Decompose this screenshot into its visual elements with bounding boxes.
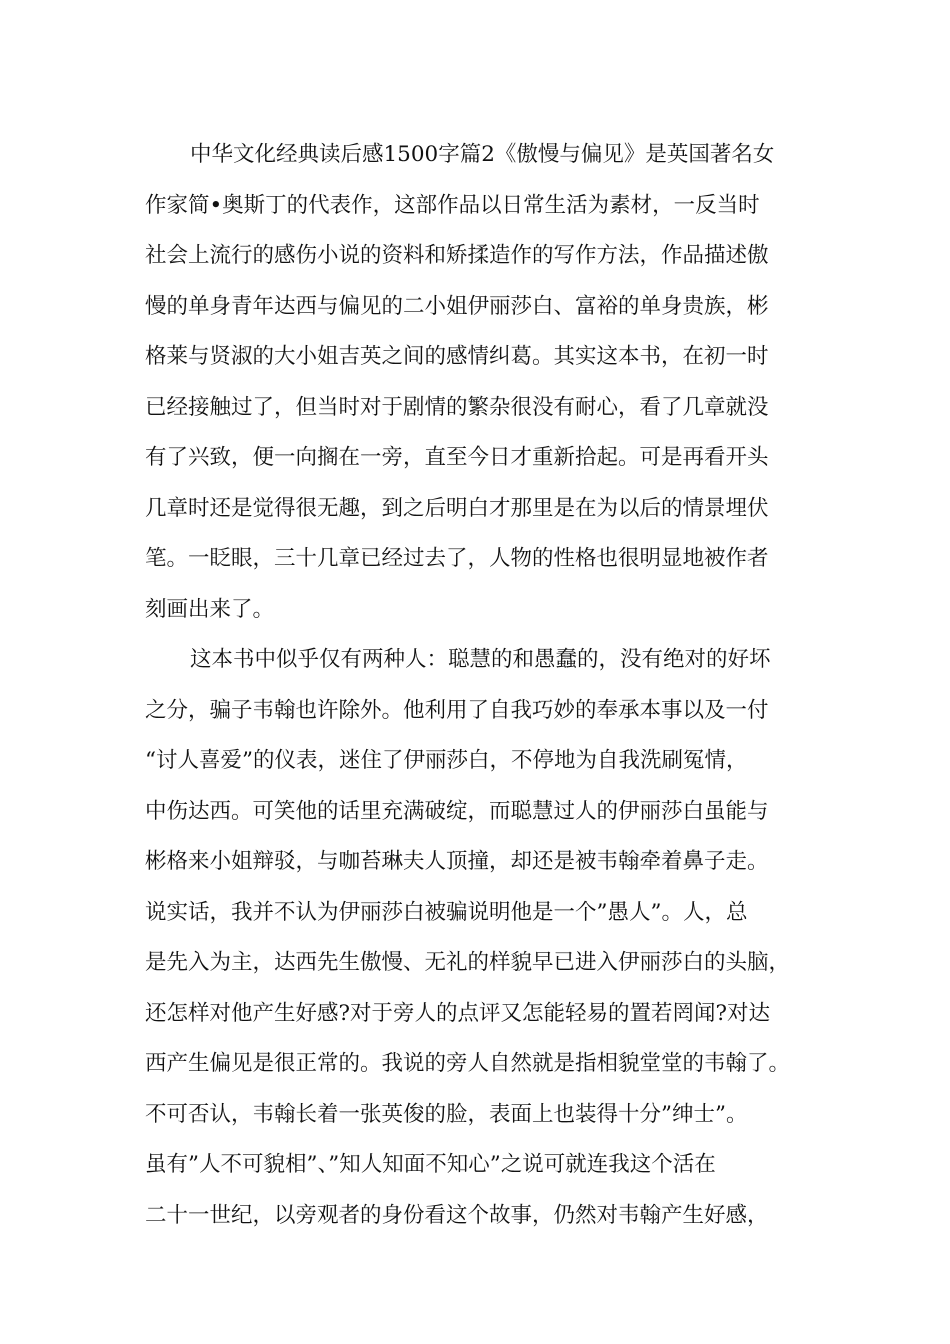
text-line: 已经接触过了，但当时对于剧情的繁杂很没有耐心，看了几章就没 (145, 394, 769, 420)
text-line: 之分，骗子韦翰也许除外。他利用了自我巧妙的奉承本事以及一付 (145, 697, 769, 723)
text-line: 西产生偏见是很正常的。我说的旁人自然就是指相貌堂堂的韦翰了。 (145, 1051, 791, 1076)
text-line: 还怎样对他产生好感?对于旁人的点评又怎能轻易的置若罔闻?对达 (145, 1000, 771, 1026)
text-line: “讨人喜爱”的仪表，迷住了伊丽莎白，不停地为自我洗刷冤情， (145, 748, 748, 773)
text-line: 不可否认，韦翰长着一张英俊的脸，表面上也装得十分”绅士”。 (145, 1101, 748, 1127)
text-line: 中伤达西。可笑他的话里充满破绽，而聪慧过人的伊丽莎白虽能与 (145, 798, 769, 824)
text-line: 社会上流行的感伤小说的资料和矫揉造作的写作方法，作品描述傲 (145, 243, 769, 268)
text-line: 作家简•奥斯丁的代表作，这部作品以日常生活为素材，一反当时 (145, 192, 760, 218)
text-line: 虽有”人不可貌相”、”知人知面不知心”之说可就连我这个活在 (145, 1152, 716, 1177)
text-line: 说实话，我并不认为伊丽莎白被骗说明他是一个”愚人”。人，总 (145, 899, 748, 925)
text-line: 彬格来小姐辩驳，与咖苔琳夫人顶撞，却还是被韦翰牵着鼻子走。 (145, 849, 769, 874)
text-line: 几章时还是觉得很无趣，到之后明白才那里是在为以后的情景埋伏 (145, 495, 769, 521)
paragraph-2 (145, 635, 825, 1241)
text-line: 二十一世纪，以旁观者的身份看这个故事，仍然对韦翰产生好感， (145, 1202, 769, 1228)
text-line: 这本书中似乎仅有两种人：聪慧的和愚蠢的，没有绝对的好坏 (190, 647, 771, 672)
text-line: 有了兴致，便一向搁在一旁，直至今日才重新拾起。可是再看开头 (145, 445, 769, 470)
text-line: 是先入为主，达西先生傲慢、无礼的样貌早已进入伊丽莎白的头脑， (145, 950, 791, 975)
text-line: 慢的单身青年达西与偏见的二小姐伊丽莎白、富裕的单身贵族，彬 (145, 293, 769, 319)
paragraph-1 (145, 130, 825, 635)
text-line: 笔。一眨眼，三十几章已经过去了，人物的性格也很明显地被作者 (145, 546, 769, 571)
body-text (145, 130, 825, 1241)
text-line: 格莱与贤淑的大小姐吉英之间的感情纠葛。其实这本书，在初一时 (145, 344, 769, 369)
text-line: 刻画出来了。 (145, 596, 275, 622)
text-line: 中华文化经典读后感1500字篇2《傲慢与偏见》是英国著名女 (190, 142, 775, 167)
